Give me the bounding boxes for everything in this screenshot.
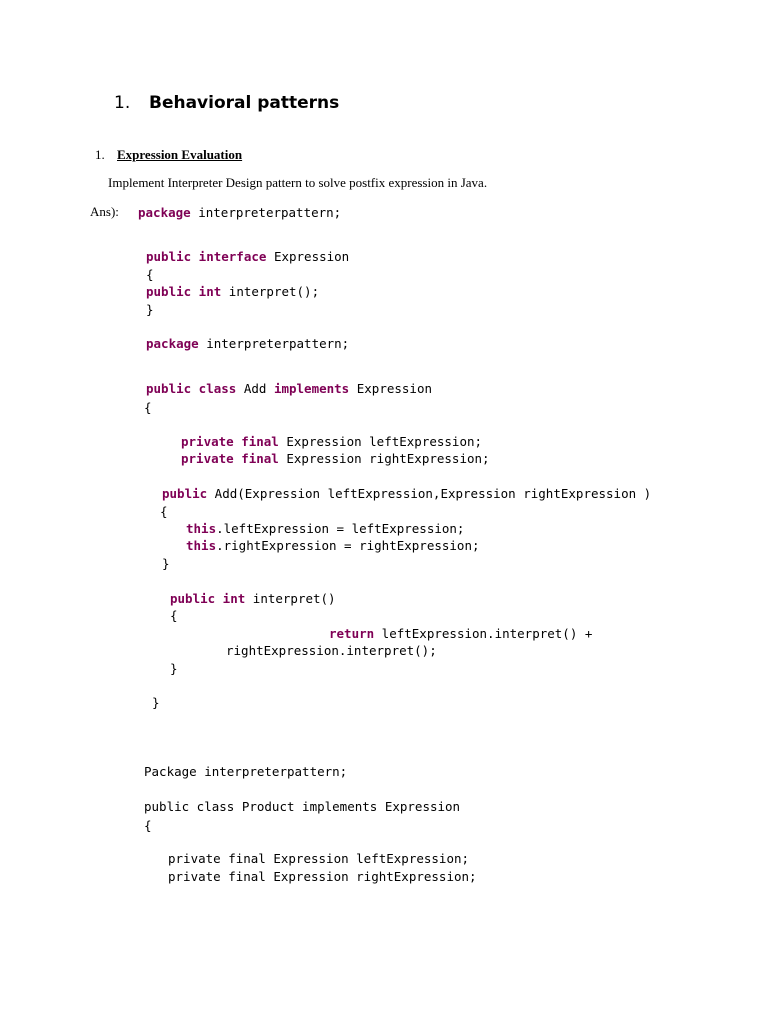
answer-label: Ans): [90,204,119,219]
code-line: private final Expression leftExpression; [181,434,483,449]
code-line: } [146,302,154,317]
code-line: private final Expression leftExpression; [168,851,470,866]
code-line: } [162,556,170,571]
code-line: } [152,695,160,710]
code-line: public Add(Expression leftExpression,Expression rightExpression ) [162,486,652,501]
subsection-title: Expression Evaluation [117,147,243,162]
section-heading [114,93,339,113]
code-line: { [144,818,152,833]
subsection-number: 1. [95,147,105,162]
code-line: this.leftExpression = leftExpression; [186,521,465,536]
code-line: package interpreterpattern; [146,336,350,351]
task-statement: Implement Interpreter Design pattern to solve postfix expression in Java. [108,175,488,190]
code-line: public int interpret(); [146,284,320,299]
code-line: { [170,608,178,623]
code-line: return leftExpression.interpret() + [329,626,593,641]
code-line: } [170,661,178,676]
code-line: public interface Expression [146,249,350,264]
code-line: private final Expression rightExpression; [168,869,477,884]
code-line: public int interpret() [170,591,336,606]
code-line: public class Product implements Expression [144,799,461,814]
code-line: { [146,267,154,282]
code-line: Package interpreterpattern; [144,764,348,779]
section-number: 1. [114,93,131,113]
code-line: this.rightExpression = rightExpression; [186,538,480,553]
section-title: Behavioral patterns [149,93,340,113]
code-line: package interpreterpattern; [138,205,342,220]
code-line: { [144,400,152,415]
code-line: private final Expression rightExpression; [181,451,490,466]
subsection-heading [95,147,242,163]
code-line: rightExpression.interpret(); [226,643,437,658]
code-line: public class Add implements Expression [146,381,433,396]
code-line: { [160,504,168,519]
